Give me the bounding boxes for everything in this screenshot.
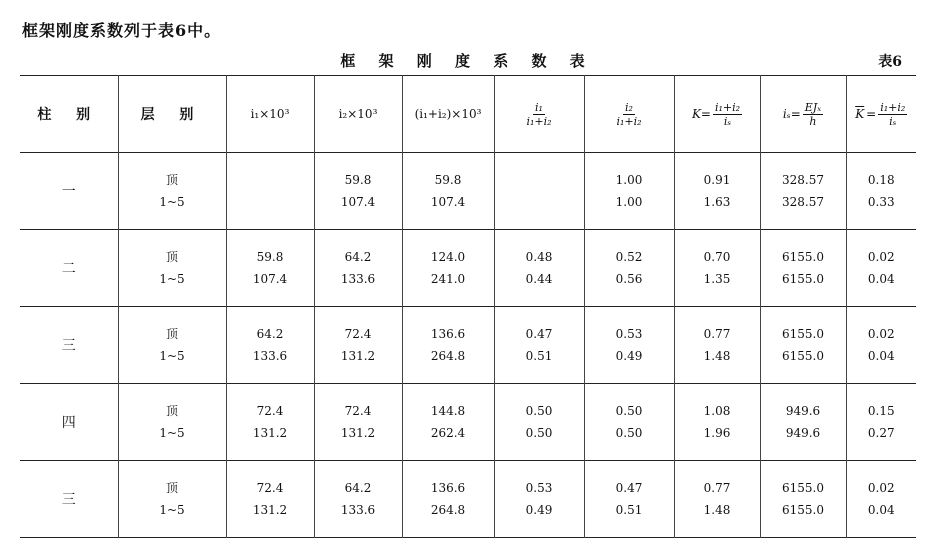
cell-line	[227, 169, 314, 191]
cell-line: 0.91	[703, 173, 731, 187]
cell-floor	[118, 384, 226, 461]
cell-col: 三	[20, 307, 118, 384]
cell-k	[674, 230, 760, 307]
header-column: 柱 别	[20, 76, 118, 153]
cell-line: 0.77	[703, 481, 731, 495]
cell-line: 136.6	[430, 327, 466, 341]
cell-k	[674, 153, 760, 230]
cell-line: 1.48	[703, 503, 731, 517]
cell-line: 241.0	[430, 272, 466, 286]
cell-sum	[402, 307, 494, 384]
header-floor: 层 别	[118, 76, 226, 153]
cell-line: 6155.0	[782, 349, 824, 363]
k-denominator: iₛ	[723, 114, 732, 128]
cell-line	[495, 169, 584, 191]
cell-r2	[584, 307, 674, 384]
cell-line: 949.6	[785, 426, 821, 440]
cell-line: 0.33	[867, 195, 895, 209]
ratio2-denominator: i₁+i₂	[616, 114, 642, 128]
header-ratio2	[584, 76, 674, 153]
cell-line: 136.6	[430, 481, 466, 495]
cell-line: 328.57	[782, 173, 824, 187]
cell-line: 0.56	[615, 272, 643, 286]
cell-r2	[584, 384, 674, 461]
cell-line: 107.4	[252, 272, 288, 286]
cell-line: 144.8	[430, 404, 466, 418]
cell-line: 0.77	[703, 327, 731, 341]
cell-line: 顶	[165, 173, 178, 187]
cell-kbar	[846, 230, 916, 307]
cell-line: 1~5	[159, 195, 185, 209]
cell-is	[760, 384, 846, 461]
header-kbar	[846, 76, 916, 153]
cell-r1	[494, 153, 584, 230]
cell-i2	[314, 153, 402, 230]
cell-line: 0.04	[867, 503, 895, 517]
cell-line: 72.4	[344, 404, 372, 418]
cell-line: 72.4	[256, 481, 284, 495]
cell-line: 0.50	[525, 426, 553, 440]
intro-text: 框架刚度系数列于表6中。	[22, 21, 222, 40]
cell-line: 107.4	[430, 195, 466, 209]
header-sum: (i₁+i₂)×10³	[402, 76, 494, 153]
cell-i2	[314, 230, 402, 307]
cell-k	[674, 384, 760, 461]
table-caption: 框 架 刚 度 系 数 表	[340, 52, 594, 70]
cell-line: 0.15	[867, 404, 895, 418]
is-denominator: h	[809, 114, 817, 128]
cell-k	[674, 461, 760, 538]
cell-line: 6155.0	[782, 327, 824, 341]
cell-line: 6155.0	[782, 272, 824, 286]
header-ratio1	[494, 76, 584, 153]
is-label: iₛ=	[782, 107, 801, 121]
cell-line: 1.00	[615, 195, 643, 209]
cell-line: 0.53	[525, 481, 553, 495]
cell-i2	[314, 307, 402, 384]
cell-is	[760, 153, 846, 230]
cell-line: 0.53	[615, 327, 643, 341]
cell-line: 328.57	[782, 195, 824, 209]
cell-line: 1.48	[703, 349, 731, 363]
kbar-label: $\overline{K}$	[855, 107, 865, 121]
cell-line: 124.0	[430, 250, 466, 264]
cell-i1	[226, 230, 314, 307]
cell-line: 0.44	[525, 272, 553, 286]
kbar-equals: =	[866, 107, 877, 121]
cell-line: 0.04	[867, 272, 895, 286]
cell-line: 64.2	[344, 250, 372, 264]
cell-sum	[402, 384, 494, 461]
table-number: 表6	[878, 54, 902, 70]
cell-r1	[494, 307, 584, 384]
cell-line: 0.49	[615, 349, 643, 363]
cell-line: 1~5	[159, 272, 185, 286]
cell-line: 0.47	[615, 481, 643, 495]
cell-i1	[226, 153, 314, 230]
cell-line: 0.47	[525, 327, 553, 341]
cell-k	[674, 307, 760, 384]
cell-line: 0.50	[615, 426, 643, 440]
cell-i1	[226, 384, 314, 461]
cell-line: 0.50	[525, 404, 553, 418]
cell-sum	[402, 461, 494, 538]
cell-line: 0.52	[615, 250, 643, 264]
header-is	[760, 76, 846, 153]
cell-line: 0.27	[867, 426, 895, 440]
ratio1-numerator: i₁	[535, 100, 543, 114]
cell-i2	[314, 384, 402, 461]
cell-sum	[402, 153, 494, 230]
header-k	[674, 76, 760, 153]
cell-line: 0.02	[867, 327, 895, 341]
cell-line: 72.4	[344, 327, 372, 341]
cell-kbar	[846, 307, 916, 384]
cell-line: 59.8	[434, 173, 462, 187]
cell-line: 72.4	[256, 404, 284, 418]
cell-line: 133.6	[340, 272, 376, 286]
cell-i2	[314, 461, 402, 538]
cell-line: 1~5	[159, 503, 185, 517]
cell-r1	[494, 230, 584, 307]
cell-col: 四	[20, 384, 118, 461]
cell-col: 三	[20, 461, 118, 538]
is-numerator: EJₓ	[804, 100, 822, 114]
cell-line: 顶	[165, 481, 178, 495]
cell-line: 1~5	[159, 426, 185, 440]
ratio1-denominator: i₁+i₂	[526, 114, 552, 128]
cell-line: 131.2	[340, 426, 376, 440]
cell-is	[760, 461, 846, 538]
cell-line: 0.04	[867, 349, 895, 363]
cell-sum	[402, 230, 494, 307]
cell-line: 0.48	[525, 250, 553, 264]
cell-floor	[118, 307, 226, 384]
cell-col: 二	[20, 230, 118, 307]
k-numerator: i₁+i₂	[714, 100, 741, 114]
cell-line: 107.4	[340, 195, 376, 209]
stiffness-table	[20, 75, 916, 538]
cell-line: 131.2	[340, 349, 376, 363]
cell-line: 262.4	[430, 426, 466, 440]
cell-line: 131.2	[252, 426, 288, 440]
cell-line: 64.2	[344, 481, 372, 495]
cell-line	[495, 191, 584, 213]
cell-line	[227, 191, 314, 213]
header-i2: i₂×10³	[314, 76, 402, 153]
cell-kbar	[846, 153, 916, 230]
cell-r1	[494, 461, 584, 538]
cell-line: 1.08	[703, 404, 731, 418]
cell-r2	[584, 461, 674, 538]
cell-line: 64.2	[256, 327, 284, 341]
cell-line: 133.6	[252, 349, 288, 363]
cell-line: 1~5	[159, 349, 185, 363]
cell-line: 59.8	[256, 250, 284, 264]
table-row	[20, 307, 916, 384]
cell-floor	[118, 461, 226, 538]
cell-line: 0.49	[525, 503, 553, 517]
cell-r2	[584, 230, 674, 307]
cell-line: 0.18	[867, 173, 895, 187]
cell-is	[760, 307, 846, 384]
cell-floor	[118, 153, 226, 230]
cell-r2	[584, 153, 674, 230]
header-row	[20, 76, 916, 153]
cell-line: 0.02	[867, 250, 895, 264]
cell-line: 6155.0	[782, 481, 824, 495]
kbar-numerator: i₁+i₂	[880, 100, 906, 114]
cell-line: 133.6	[340, 503, 376, 517]
ratio2-numerator: i₂	[625, 100, 633, 114]
table-row	[20, 230, 916, 307]
table-row	[20, 384, 916, 461]
cell-r1	[494, 384, 584, 461]
cell-line: 131.2	[252, 503, 288, 517]
cell-line: 6155.0	[782, 250, 824, 264]
table-row	[20, 153, 916, 230]
cell-line: 1.96	[703, 426, 731, 440]
cell-col: 一	[20, 153, 118, 230]
cell-line: 0.51	[525, 349, 553, 363]
cell-line: 顶	[165, 327, 178, 341]
kbar-denominator: iₛ	[889, 114, 897, 128]
cell-line: 1.35	[703, 272, 731, 286]
cell-line: 0.51	[615, 503, 643, 517]
table-row	[20, 461, 916, 538]
cell-line: 264.8	[430, 349, 466, 363]
cell-i1	[226, 307, 314, 384]
cell-line: 1.00	[615, 173, 643, 187]
cell-kbar	[846, 461, 916, 538]
k-label: K=	[691, 107, 711, 121]
cell-floor	[118, 230, 226, 307]
cell-line: 顶	[165, 250, 178, 264]
cell-line: 0.70	[703, 250, 731, 264]
cell-kbar	[846, 384, 916, 461]
cell-is	[760, 230, 846, 307]
cell-line: 264.8	[430, 503, 466, 517]
cell-line: 顶	[165, 404, 178, 418]
cell-line: 6155.0	[782, 503, 824, 517]
cell-line: 59.8	[344, 173, 372, 187]
cell-line: 949.6	[785, 404, 821, 418]
cell-line: 1.63	[703, 195, 731, 209]
cell-line: 0.50	[615, 404, 643, 418]
cell-line: 0.02	[867, 481, 895, 495]
cell-i1	[226, 461, 314, 538]
header-i1: i₁×10³	[226, 76, 314, 153]
